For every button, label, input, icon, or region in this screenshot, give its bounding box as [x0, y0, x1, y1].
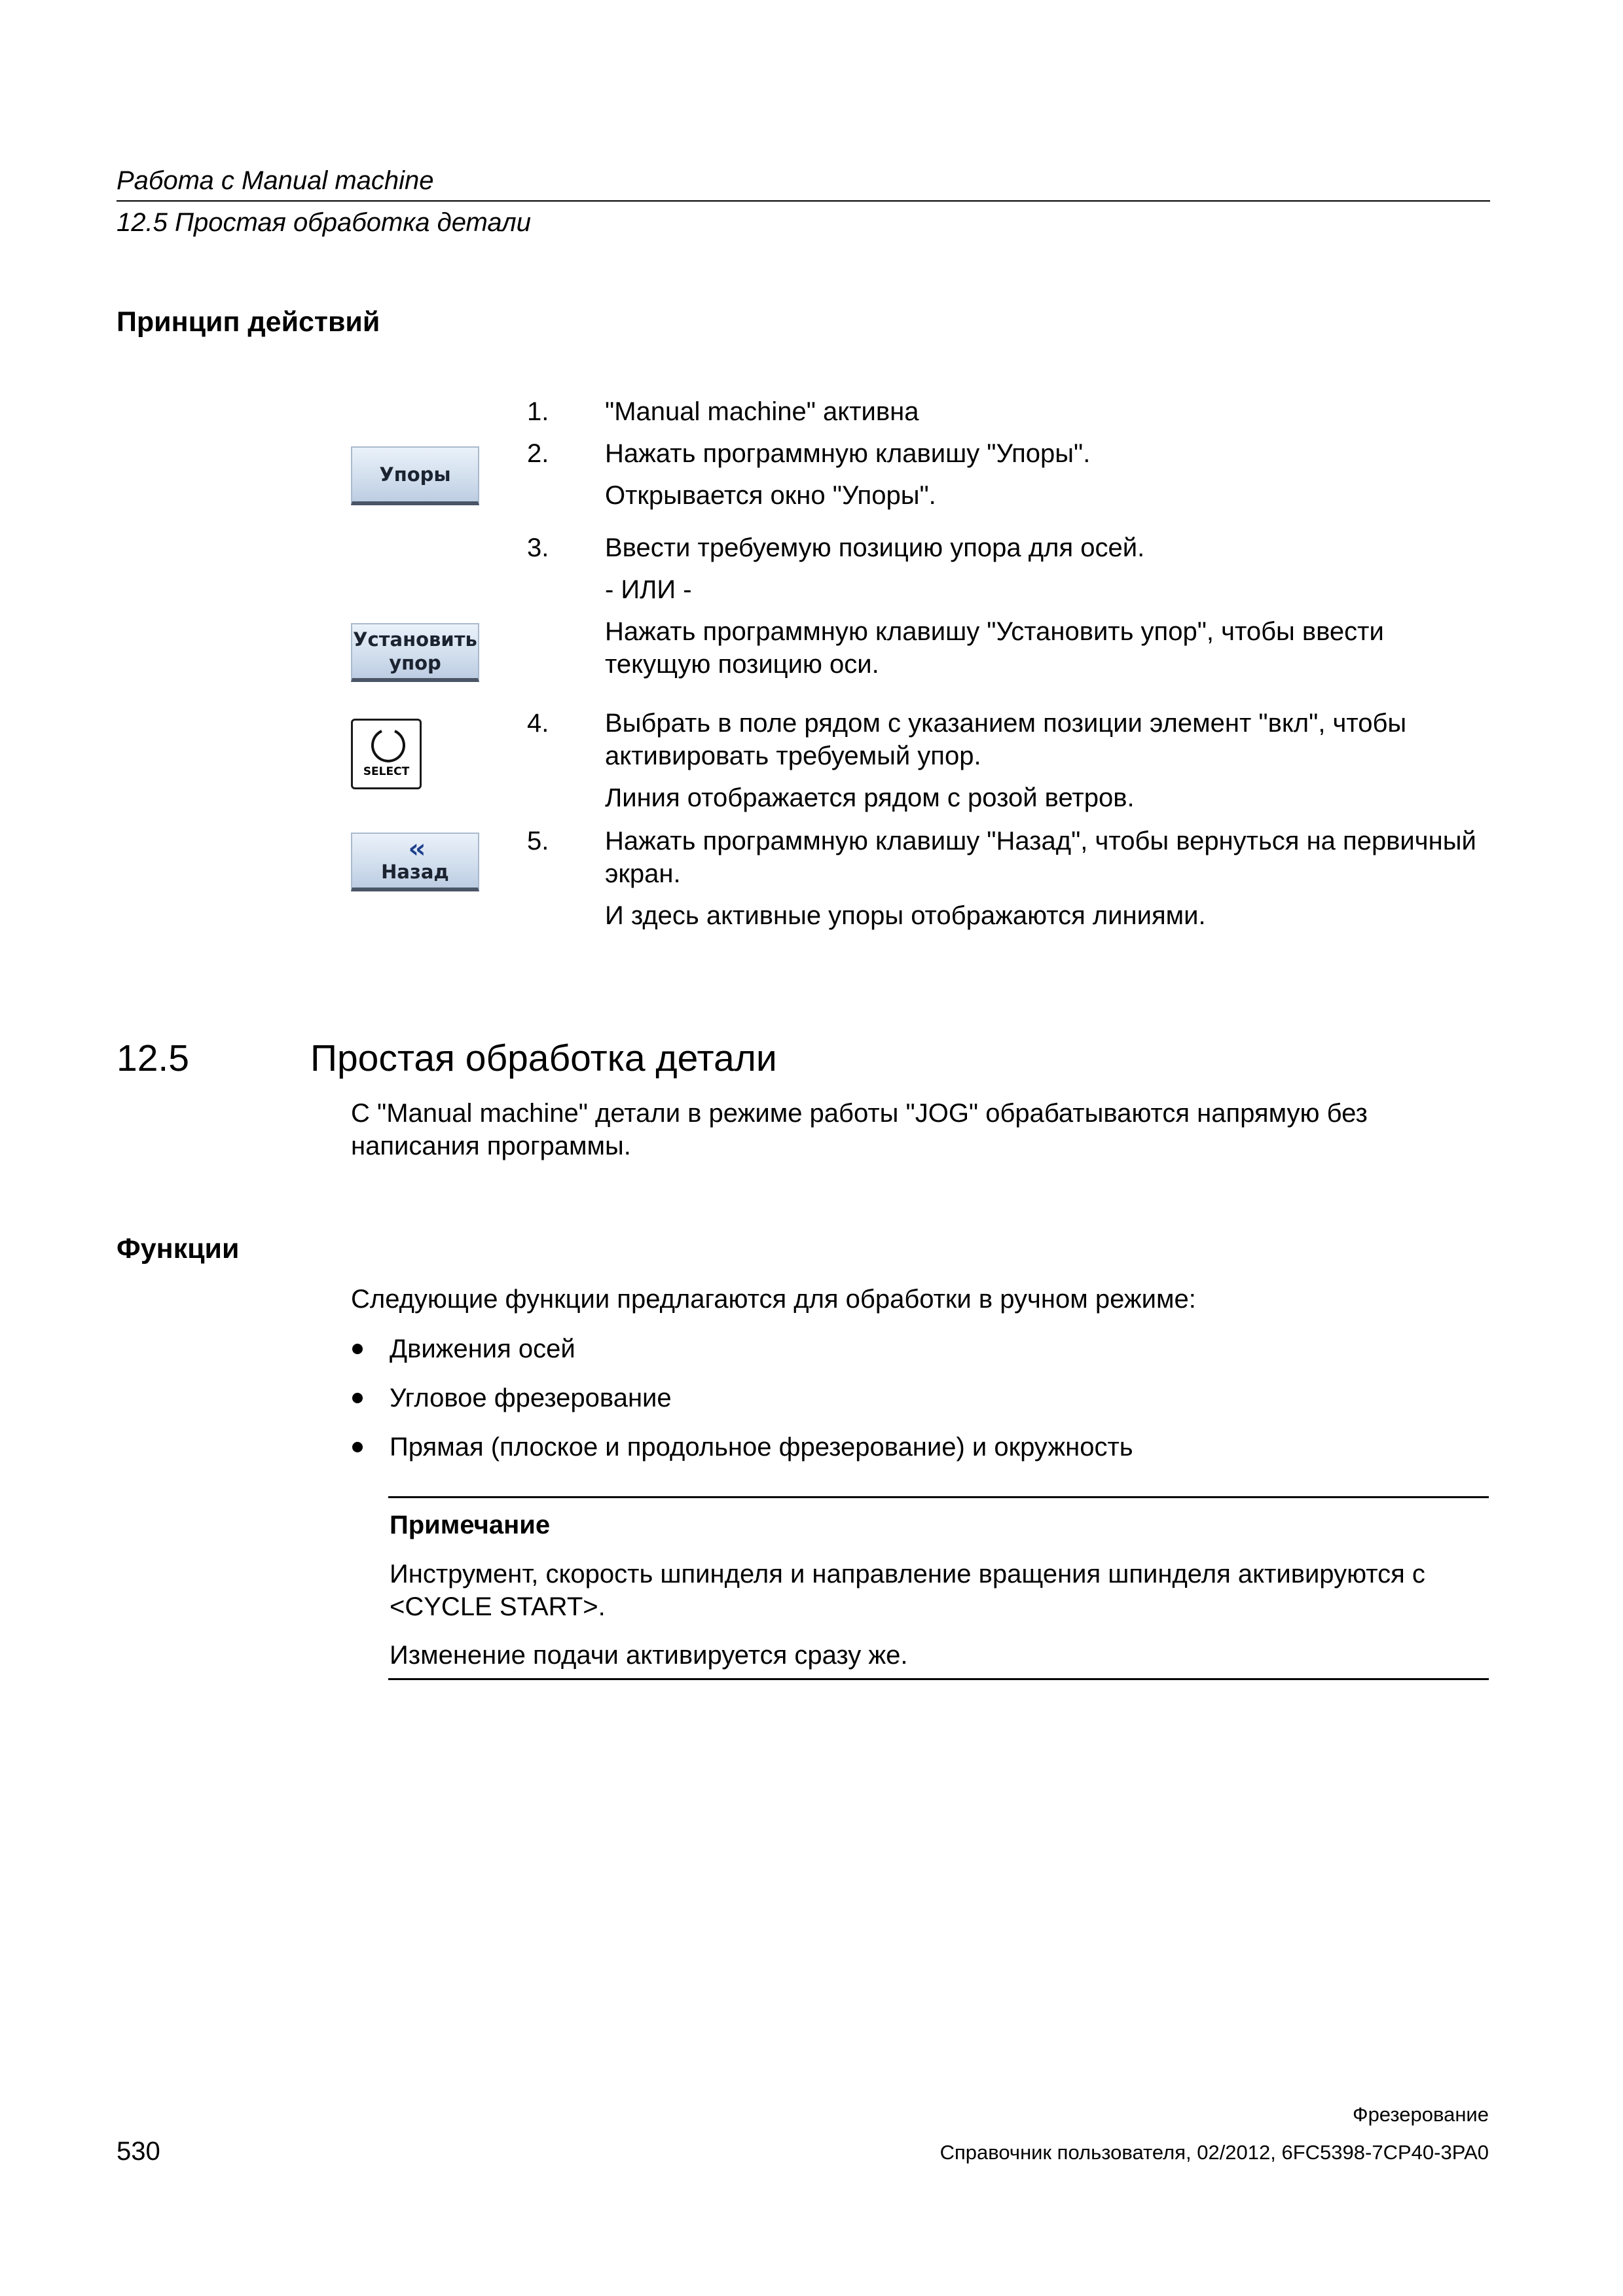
step-number: 5. [527, 827, 549, 855]
bullet-icon [352, 1393, 363, 1403]
double-chevron-left-icon: ‹‹ [408, 834, 422, 864]
step-text: Открывается окно "Упоры". [605, 481, 936, 510]
step-body [605, 395, 1489, 428]
functions-heading: Функции [117, 1233, 240, 1265]
footer-product: Фрезерование [1353, 2103, 1489, 2126]
step-text: Нажать программную клавишу "Назад", чтобы вернуться на первичный экран. [605, 827, 1476, 888]
step-text: "Manual machine" активна [605, 397, 919, 426]
step-text: Нажать программную клавишу "Установить упор", чтобы ввести текущую позицию оси. [605, 617, 1384, 679]
set-stop-softkey[interactable] [351, 623, 479, 682]
stops-softkey-label: Упоры [379, 463, 451, 486]
footer-manual: Справочник пользователя, 02/2012, 6FC5398-7CP40-3PA0 [939, 2141, 1489, 2164]
step-body [605, 707, 1489, 814]
note-heading: Примечание [390, 1511, 551, 1539]
function-item: Угловое фрезерование [390, 1384, 672, 1412]
set-stop-label-line2: упор [389, 652, 441, 674]
running-header-chapter: Работа с Manual machine [117, 166, 434, 195]
step-body [605, 825, 1489, 932]
step-number: 4. [527, 709, 549, 738]
step-text: Линия отображается рядом с розой ветров. [605, 783, 1135, 812]
step-number: 1. [527, 397, 549, 426]
select-key-label: SELECT [363, 765, 410, 778]
note-paragraph: Изменение подачи активируется сразу же. [390, 1641, 908, 1670]
principle-heading: Принцип действий [117, 306, 380, 338]
functions-lead: Следующие функции предлагаются для обработки в ручном режиме: [351, 1285, 1196, 1314]
step-text: Выбрать в поле рядом с указанием позиции элемент "вкл", чтобы активировать требуемый упор. [605, 709, 1407, 770]
section-number: 12.5 [117, 1037, 189, 1079]
step-text: Нажать программную клавишу "Упоры". [605, 439, 1091, 468]
step-text: - ИЛИ - [605, 575, 692, 604]
stops-softkey[interactable] [351, 446, 479, 505]
back-softkey[interactable] [351, 833, 479, 891]
running-header-section: 12.5 Простая обработка детали [117, 208, 531, 237]
step-text: Ввести требуемую позицию упора для осей. [605, 533, 1145, 562]
function-item: Движения осей [390, 1335, 575, 1363]
bullet-icon [352, 1344, 363, 1354]
step-text: И здесь активные упоры отображаются линиями. [605, 901, 1206, 930]
note-paragraph: Инструмент, скорость шпинделя и направление вращения шпинделя активируются с <CYCLE START>. [390, 1560, 1425, 1621]
select-key[interactable] [351, 719, 422, 789]
step-body [605, 437, 1489, 512]
back-softkey-label: Назад [381, 861, 449, 883]
header-rule [117, 200, 1490, 202]
note-bottom-rule [388, 1678, 1489, 1680]
function-item: Прямая (плоское и продольное фрезерование) и окружность [390, 1433, 1133, 1462]
page-number: 530 [117, 2137, 160, 2166]
select-circle-icon [353, 721, 424, 791]
bullet-icon [352, 1442, 363, 1452]
note-top-rule [388, 1496, 1489, 1498]
step-number: 2. [527, 439, 549, 468]
section-intro: С "Manual machine" детали в режиме работы "JOG" обрабатываются напрямую без написания программы. [351, 1099, 1368, 1160]
set-stop-label-line1: Установить [353, 628, 477, 651]
section-title: Простая обработка детали [310, 1037, 777, 1079]
step-number: 3. [527, 533, 549, 562]
step-body [605, 531, 1489, 681]
